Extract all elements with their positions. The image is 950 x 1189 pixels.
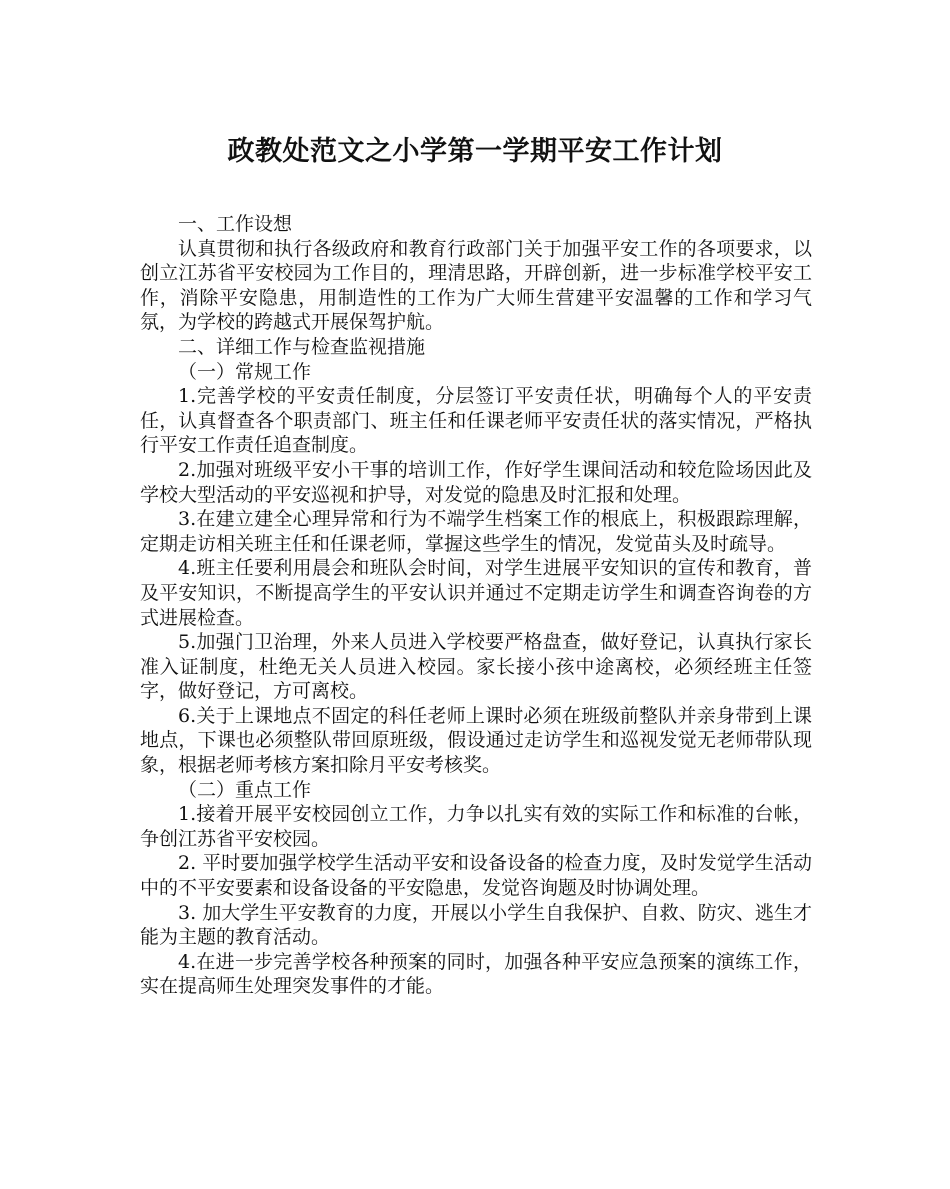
- subsection-heading-key: （二）重点工作: [178, 778, 312, 801]
- document-title: 政教处范文之小学第一学期平安工作计划: [227, 136, 723, 167]
- paragraph-routine-2: 2.加强对班级平安小干事的培训工作，作好学生课间活动和较危险场因此及学校大型活动的平安巡视和护导，对发觉的隐患及时汇报和处理。: [140, 458, 812, 506]
- paragraph-key-2: 2. 平时要加强学校学生活动平安和设备设备的检查力度，及时发觉学生活动中的不平安要素和设备设备的平安隐患，发觉咨询题及时协调处理。: [140, 852, 812, 900]
- paragraph-intro: 认真贯彻和执行各级政府和教育行政部门关于加强平安工作的各项要求，以创立江苏省平安校园为工作目的，理清思路，开辟创新，进一步标准学校平安工作，消除平安隐患，用制造性的工作为广大师生营建平安温馨的工作和学习气氛，为学校的跨越式开展保驾护航。: [140, 237, 812, 334]
- subsection-heading-routine: （一）常规工作: [178, 360, 312, 383]
- section-heading-2: 二、详细工作与检查监视措施: [178, 335, 426, 358]
- paragraph-routine-6: 6.关于上课地点不固定的科任老师上课时必须在班级前整队并亲身带到上课地点，下课也必须整队带回原班级，假设通过走访学生和巡视发觉无老师带队现象，根据老师考核方案扣除月平安考核奖。: [140, 704, 812, 777]
- paragraph-key-3: 3. 加大学生平安教育的力度，开展以小学生自我保护、自救、防灾、逃生才能为主题的教育活动。: [140, 901, 812, 949]
- paragraph-routine-5: 5.加强门卫治理，外来人员进入学校要严格盘查，做好登记，认真执行家长准入证制度，杜绝无关人员进入校园。家长接小孩中途离校，必须经班主任签字，做好登记，方可离校。: [140, 631, 812, 703]
- paragraph-routine-3: 3.在建立建全心理异常和行为不端学生档案工作的根底上，积极跟踪理解，定期走访相关班主任和任课老师，掌握这些学生的情况，发觉苗头及时疏导。: [140, 508, 812, 555]
- paragraph-key-4: 4.在进一步完善学校各种预案的同时，加强各种平安应急预案的演练工作，实在提高师生处理突发事件的才能。: [140, 950, 812, 998]
- document-body: [140, 212, 812, 999]
- paragraph-routine-4: 4.班主任要利用晨会和班队会时间，对学生进展平安知识的宣传和教育，普及平安知识，不断提高学生的平安认识并通过不定期走访学生和调查咨询卷的方式进展检查。: [140, 557, 812, 629]
- section-heading-1: 一、工作设想: [178, 213, 293, 235]
- paragraph-key-1: 1.接着开展平安校园创立工作，力争以扎实有效的实际工作和标准的台帐，争创江苏省平安校园。: [140, 803, 812, 850]
- paragraph-routine-1: 1.完善学校的平安责任制度，分层签订平安责任状，明确每个人的平安责任，认真督查各个职责部门、班主任和任课老师平安责任状的落实情况，严格执行平安工作责任追查制度。: [140, 385, 812, 457]
